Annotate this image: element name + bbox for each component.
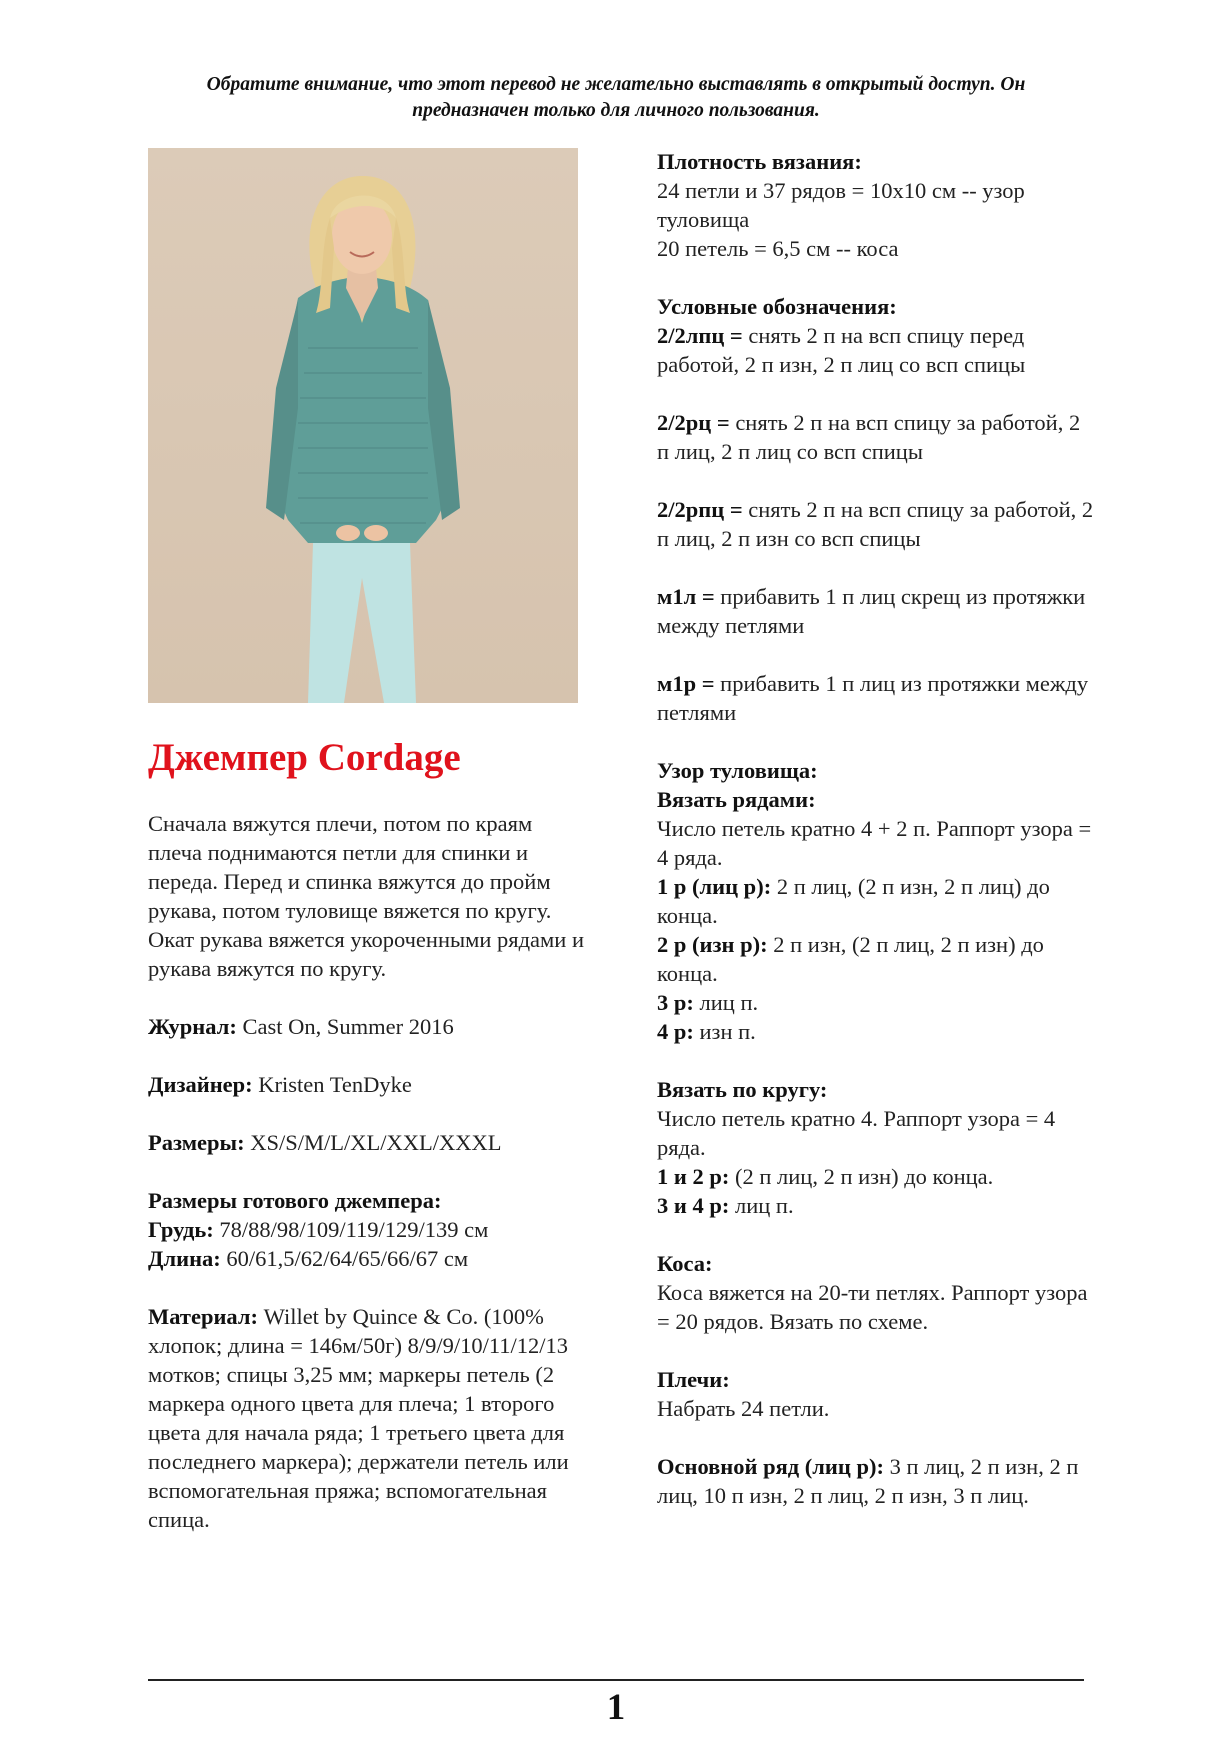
abbrev-heading-text: Условные обозначения:	[657, 294, 897, 319]
model-photo	[148, 148, 578, 703]
material-label: Материал:	[148, 1304, 258, 1329]
sizes-value: XS/S/M/L/XL/XXL/XXXL	[244, 1130, 502, 1155]
abbrev-term: 2/2рпц =	[657, 497, 743, 522]
page-number: 1	[606, 1687, 626, 1728]
length-line	[148, 1244, 588, 1273]
left-column	[148, 809, 588, 1534]
gauge-line1: 24 петли и 37 рядов = 10x10 см -- узор туловища	[657, 178, 1025, 232]
chest-line	[148, 1215, 588, 1244]
body-pattern-heading-text: Узор туловища:	[657, 758, 818, 783]
abbrev-item	[657, 669, 1097, 727]
usage-notice-line2: предназначен только для личного пользования.	[412, 100, 820, 121]
magazine-label: Журнал:	[148, 1014, 237, 1039]
row-instruction	[657, 1017, 1097, 1046]
designer-line	[148, 1070, 588, 1099]
shoulders-text: Набрать 24 петли.	[657, 1396, 830, 1421]
abbrev-term: м1л =	[657, 584, 715, 609]
row-instruction	[657, 1162, 1097, 1191]
shoulders-heading	[657, 1365, 1097, 1394]
footer-divider	[148, 1679, 1084, 1681]
designer-label: Дизайнер:	[148, 1072, 253, 1097]
row-instruction	[657, 988, 1097, 1017]
gauge-heading	[657, 147, 1097, 176]
magazine-value: Cast On, Summer 2016	[236, 1014, 454, 1039]
round-heading	[657, 1075, 1097, 1104]
page-title: Джемпер Cordage	[148, 736, 461, 779]
row-label: 4 р:	[657, 1019, 694, 1044]
round-heading-text: Вязать по кругу:	[657, 1077, 828, 1102]
row-label: 3 р:	[657, 990, 694, 1015]
chest-value: 78/88/98/109/119/129/139 см	[213, 1217, 489, 1242]
gauge-heading-text: Плотность вязания:	[657, 149, 862, 174]
finished-heading-text: Размеры готового джемпера:	[148, 1188, 442, 1213]
row-text: лиц п.	[693, 990, 759, 1015]
row-instruction	[657, 872, 1097, 930]
abbrev-item	[657, 321, 1097, 379]
foundation-row	[657, 1452, 1097, 1510]
usage-notice	[150, 72, 1082, 124]
abbrev-term: 2/2рц =	[657, 410, 730, 435]
row-text: 2 п лиц, (2 п изн, 2 п лиц) до конца.	[657, 874, 1050, 928]
material-paragraph	[148, 1302, 588, 1534]
row-text: лиц п.	[729, 1193, 794, 1218]
row-text: изн п.	[693, 1019, 756, 1044]
abbrev-item	[657, 495, 1097, 553]
chest-label: Грудь:	[148, 1217, 214, 1242]
shoulders-heading-text: Плечи:	[657, 1367, 730, 1392]
designer-value: Kristen TenDyke	[252, 1072, 412, 1097]
row-label: 2 р (изн р):	[657, 932, 768, 957]
round-intro: Число петель кратно 4. Раппорт узора = 4 ряда.	[657, 1106, 1056, 1160]
foundation-text: 3 п лиц, 2 п изн, 2 п лиц, 10 п изн, 2 п лиц, 2 п изн, 3 п лиц.	[657, 1454, 1079, 1508]
cable-heading-text: Коса:	[657, 1251, 713, 1276]
row-label: 1 р (лиц р):	[657, 874, 772, 899]
rows-heading-text: Вязать рядами:	[657, 787, 816, 812]
abbrev-item	[657, 408, 1097, 466]
length-label: Длина:	[148, 1246, 221, 1271]
sizes-label: Размеры:	[148, 1130, 245, 1155]
foundation-label: Основной ряд (лиц р):	[657, 1454, 884, 1479]
material-value: Willet by Quince & Co. (100% хлопок; длина = 146м/50г) 8/9/9/10/11/12/13 мотков; спицы 3,25 мм; маркеры петель (2 маркера одного цвета для плеча; 1 второго цвета для начала ряда; 1 третьего цвета для последнего маркера); держатели петель или вспомогательная пряжа; вспомогательная спица.	[148, 1304, 569, 1532]
row-instruction	[657, 930, 1097, 988]
rows-heading	[657, 785, 1097, 814]
gauge-line2: 20 петель = 6,5 см -- коса	[657, 236, 899, 261]
row-instruction	[657, 1191, 1097, 1220]
cable-heading	[657, 1249, 1097, 1278]
sizes-line	[148, 1128, 588, 1157]
row-text: 2 п изн, (2 п лиц, 2 п изн) до конца.	[657, 932, 1044, 986]
body-pattern-heading	[657, 756, 1097, 785]
cable-text: Коса вяжется на 20-ти петлях. Раппорт узора = 20 рядов. Вязать по схеме.	[657, 1280, 1088, 1334]
intro-paragraph: Сначала вяжутся плечи, потом по краям плеча поднимаются петли для спинки и переда. Перед и спинка вяжутся до пройм рукава, потом туловище вяжется по кругу. Окат рукава вяжется укороченными рядами и рукава вяжутся по кругу.	[148, 811, 584, 981]
row-label: 1 и 2 р:	[657, 1164, 730, 1189]
abbrev-item	[657, 582, 1097, 640]
abbrev-desc: прибавить 1 п лиц скрещ из протяжки между петлями	[657, 584, 1086, 638]
finished-heading	[148, 1186, 588, 1215]
abbrev-desc: снять 2 п на всп спицу за работой, 2 п лиц, 2 п изн со всп спицы	[657, 497, 1094, 551]
length-value: 60/61,5/62/64/65/66/67 см	[220, 1246, 469, 1271]
usage-notice-line1: Обратите внимание, что этот перевод не желательно выставлять в открытый доступ. Он	[206, 74, 1026, 95]
abbrev-heading	[657, 292, 1097, 321]
abbrev-desc: прибавить 1 п лиц из протяжки между петлями	[657, 671, 1089, 725]
magazine-line	[148, 1012, 588, 1041]
abbrev-term: 2/2лпц =	[657, 323, 743, 348]
abbrev-term: м1р =	[657, 671, 715, 696]
abbrev-desc: снять 2 п на всп спицу за работой, 2 п лиц, 2 п лиц со всп спицы	[657, 410, 1081, 464]
row-text: (2 п лиц, 2 п изн) до конца.	[729, 1164, 994, 1189]
rows-intro: Число петель кратно 4 + 2 п. Раппорт узора = 4 ряда.	[657, 816, 1092, 870]
right-column	[657, 147, 1097, 1510]
abbrev-desc: снять 2 п на всп спицу перед работой, 2 п изн, 2 п лиц со всп спицы	[657, 323, 1026, 377]
row-label: 3 и 4 р:	[657, 1193, 730, 1218]
